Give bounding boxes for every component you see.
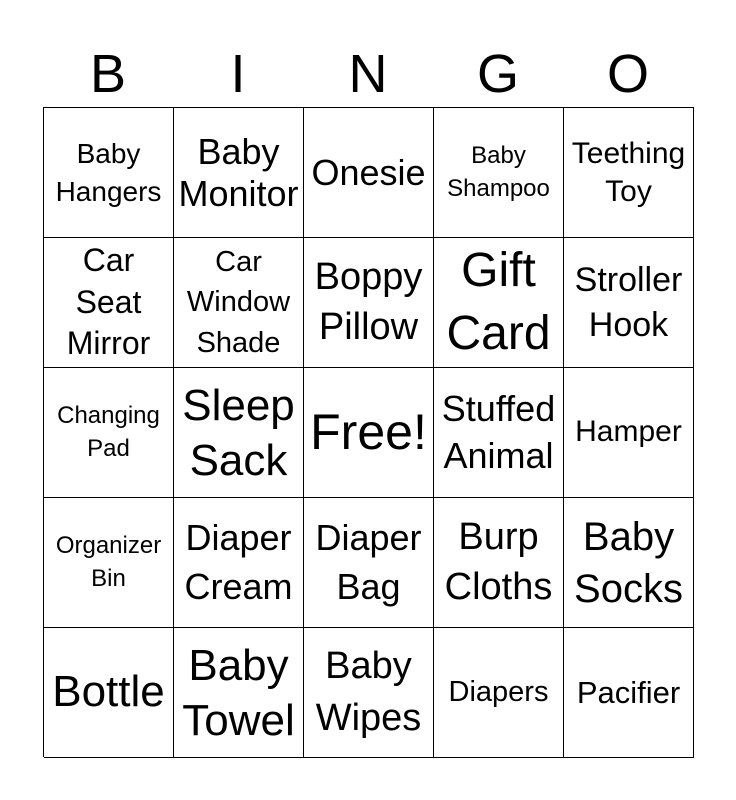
bingo-cell-label: Organizer Bin (55, 532, 162, 592)
bingo-cell-label: Boppy Pillow (314, 256, 423, 348)
bingo-cell[interactable] (304, 368, 434, 498)
bingo-cell[interactable] (434, 108, 564, 238)
bingo-cell-label: Car Seat Mirror (66, 242, 151, 362)
bingo-cell-label: Baby Shampoo (447, 142, 550, 202)
header-letter-b: B (89, 44, 127, 104)
header-letter-n: N (348, 44, 388, 104)
bingo-cell-label: Onesie (311, 151, 426, 193)
bingo-cell[interactable] (564, 238, 694, 368)
bingo-cell-label: Sleep Sack (182, 380, 295, 485)
bingo-cell[interactable] (44, 498, 174, 628)
bingo-cell[interactable] (564, 628, 694, 758)
bingo-cell-label: Teething Toy (571, 137, 686, 208)
bingo-card-grid (43, 107, 694, 757)
bingo-cell-label: Burp Cloths (444, 516, 553, 608)
bingo-cell-label: Hamper (575, 415, 682, 449)
header-letter-g: G (476, 44, 519, 104)
bingo-cell[interactable] (434, 628, 564, 758)
bingo-cell-label: Diapers (448, 675, 549, 708)
bingo-cell-label: Baby Socks (574, 514, 683, 611)
bingo-cell-label: Bottle (52, 667, 165, 717)
header-letter-o: O (606, 44, 649, 104)
bingo-cell[interactable] (44, 108, 174, 238)
bingo-cell[interactable] (44, 238, 174, 368)
header-letter-i: I (230, 44, 246, 104)
bingo-cell[interactable] (434, 238, 564, 368)
bingo-cell[interactable] (434, 498, 564, 628)
bingo-cell-label: Baby Towel (182, 640, 295, 745)
bingo-cell-label: Baby Hangers (55, 137, 162, 207)
bingo-cell-label: Pacifier (576, 674, 681, 710)
bingo-cell[interactable] (304, 628, 434, 758)
bingo-cell[interactable] (304, 238, 434, 368)
bingo-cell-label: Changing Pad (57, 402, 160, 462)
bingo-cell-label: Diaper Bag (315, 516, 422, 607)
bingo-cell[interactable] (174, 238, 304, 368)
bingo-cell[interactable] (44, 628, 174, 758)
bingo-cell[interactable] (174, 368, 304, 498)
bingo-cell[interactable] (44, 368, 174, 498)
bingo-cell[interactable] (174, 108, 304, 238)
bingo-cell[interactable] (174, 498, 304, 628)
bingo-cell[interactable] (304, 108, 434, 238)
bingo-cell-label: Diaper Cream (184, 516, 293, 607)
bingo-cell-label: Stroller Hook (574, 261, 683, 344)
bingo-cell-label: Baby Wipes (315, 645, 422, 739)
bingo-cell[interactable] (564, 368, 694, 498)
bingo-header (43, 40, 693, 108)
bingo-cell-label: Free! (310, 403, 427, 460)
bingo-cell-label: Car Window Shade (186, 245, 291, 359)
bingo-cell[interactable] (174, 628, 304, 758)
bingo-cell[interactable] (304, 498, 434, 628)
bingo-cell-label: Gift Card (446, 244, 551, 360)
bingo-cell[interactable] (564, 108, 694, 238)
bingo-cell-label: Baby Monitor (178, 131, 299, 214)
bingo-cell-label: Stuffed Animal (441, 387, 556, 476)
bingo-cell[interactable] (564, 498, 694, 628)
bingo-cell[interactable] (434, 368, 564, 498)
